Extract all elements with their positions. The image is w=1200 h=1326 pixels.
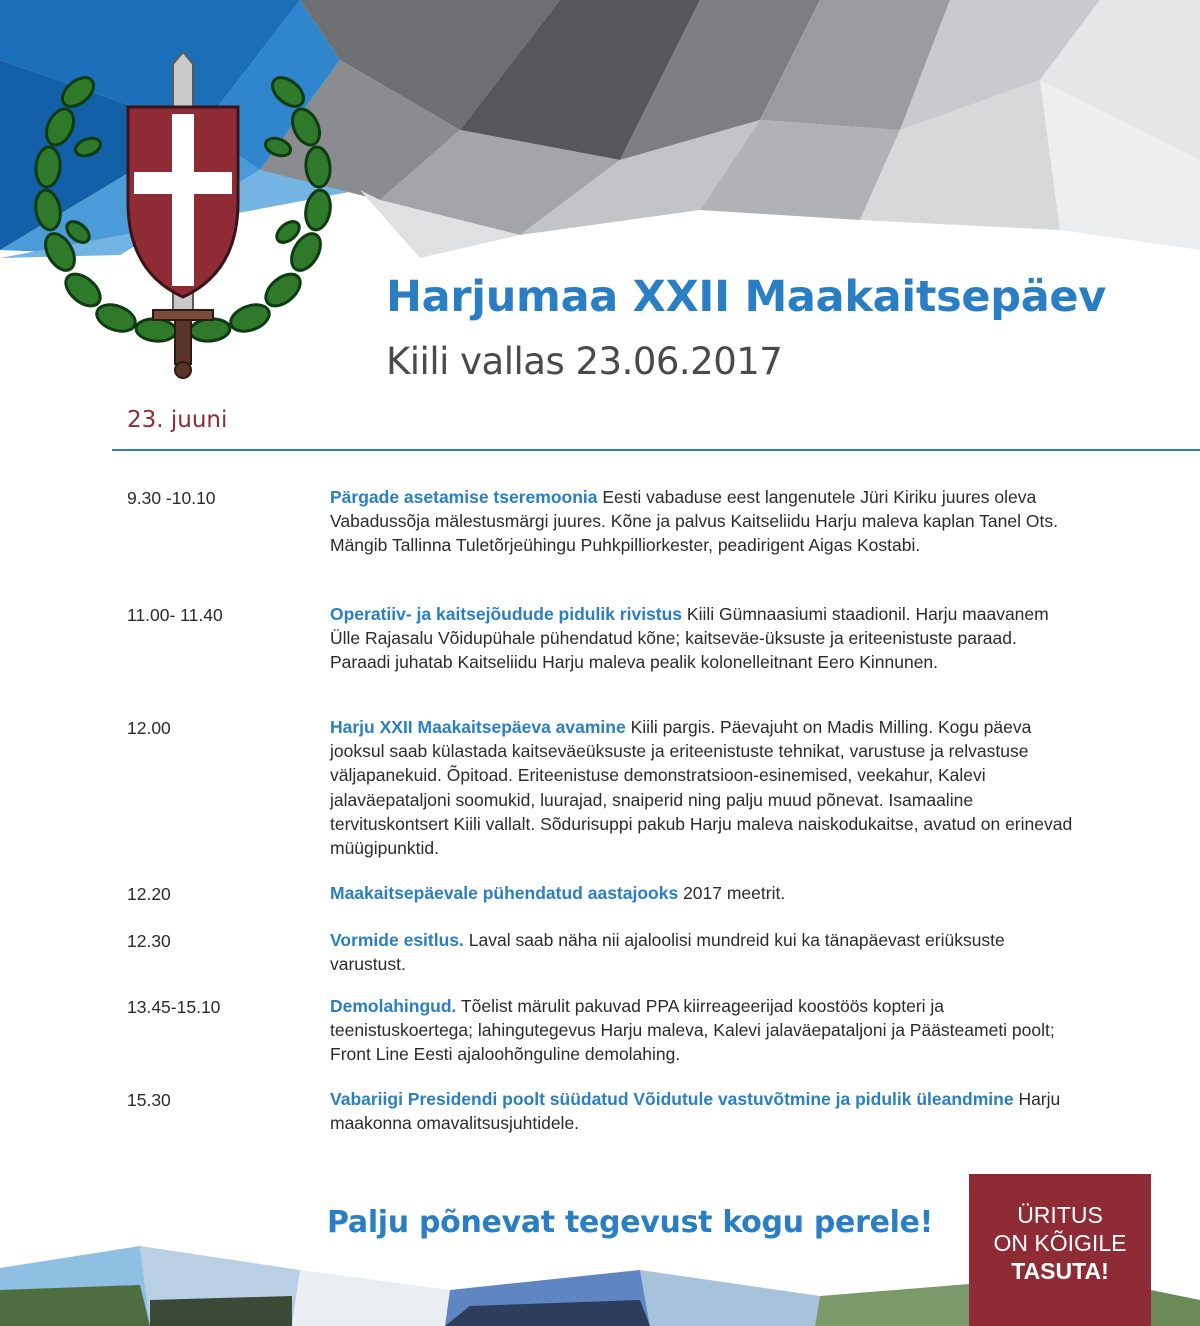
schedule-time: 12.20 bbox=[127, 884, 171, 904]
schedule-description bbox=[330, 715, 1075, 860]
poster-title: Harjumaa XXII Maakaitsepäev bbox=[386, 272, 1107, 322]
schedule-description bbox=[330, 1087, 1075, 1135]
badge-line: ÜRITUS bbox=[1017, 1202, 1103, 1228]
schedule-time: 15.30 bbox=[127, 1090, 171, 1110]
event-title: Maakaitsepäevale pühendatud aastajooks bbox=[330, 883, 679, 903]
free-entry-badge bbox=[969, 1174, 1151, 1326]
event-title: Operatiiv- ja kaitsejõudude pidulik rivistus bbox=[330, 604, 683, 624]
event-details: Laval saab näha nii ajaloolisi mundreid kui ka tänapäevast eriüksuste varustust. bbox=[330, 930, 1005, 975]
schedule-time: 9.30 -10.10 bbox=[127, 488, 216, 508]
poster-subtitle: Kiili vallas 23.06.2017 bbox=[386, 340, 783, 383]
schedule-description bbox=[330, 602, 1075, 675]
schedule-time: 13.45-15.10 bbox=[127, 997, 221, 1017]
event-title: Harju XXII Maakaitsepäeva avamine bbox=[330, 717, 626, 737]
day-heading: 23. juuni bbox=[127, 407, 228, 433]
schedule-description bbox=[330, 994, 1075, 1067]
schedule-description bbox=[330, 881, 1075, 905]
tagline: Palju põnevat tegevust kogu perele! bbox=[327, 1205, 934, 1240]
event-title: Demolahingud. bbox=[330, 996, 457, 1016]
event-details: 2017 meetrit. bbox=[678, 883, 786, 903]
divider bbox=[112, 449, 1200, 451]
event-title: Pärgade asetamise tseremoonia bbox=[330, 487, 598, 507]
badge-line: TASUTA! bbox=[1011, 1258, 1109, 1284]
event-details: Harju maakonna omavalitsusjuhtidele. bbox=[330, 1089, 1061, 1134]
event-title: Vormide esitlus. bbox=[330, 930, 464, 950]
event-title: Vabariigi Presidendi poolt süüdatud Võidutule vastuvõtmine ja pidulik üleandmine bbox=[330, 1089, 1014, 1109]
schedule-description bbox=[330, 485, 1075, 558]
event-details: Kiili Gümnaasiumi staadionil. Harju maavanem Ülle Rajasalu Võidupühale pühendatud kõne; kaitseväe-üksuste ja eriteenistuste paraad. Paraadi juhatab Kaitseliidu Harju maleva pealik kolonelleitnant Eero Kinnunen. bbox=[330, 604, 1049, 673]
schedule-description bbox=[330, 928, 1075, 976]
schedule-time: 12.00 bbox=[127, 718, 171, 738]
badge-line: ON KÕIGILE bbox=[993, 1230, 1127, 1256]
schedule-time: 11.00- 11.40 bbox=[127, 605, 223, 625]
event-details: Eesti vabaduse eest langenutele Jüri Kiriku juures oleva Vabadussõja mälestusmärgi juures. Kõne ja palvus Kaitseliidu Harju maleva kaplan Tanel Ots. Mängib Tallinna Tuletõrjeühingu Puhkpilliorkester, peadirigent Aigas Kostabi. bbox=[330, 487, 1058, 556]
event-details: Tõelist märulit pakuvad PPA kiirreageerijad koostöös kopteri ja teenistuskoertega; lahingutegevus Harju maleva, Kalevi jalaväepataljoni ja Päästeameti poolt; Front Line Eesti ajaloohõnguline demolahing. bbox=[330, 996, 1055, 1065]
kaitseliit-emblem bbox=[18, 52, 348, 382]
event-details: Kiili pargis. Päevajuht on Madis Milling. Kogu päeva jooksul saab külastada kaitseväeüksuste ja eriteenistuste tehnikat, varustuse ja relvastuse väljapanekuid. Õpitoad. Eriteenistuse demonstratsioon-esinemised, veekahur, Kalevi jalaväepataljoni soomukid, luurajad, snaiperid ning palju muud põnevat. Isamaaline tervituskontsert Kiili vallalt. Sõdurisuppi pakub Harju maleva naiskodukaitse, avatud on erinevad müügipunktid. bbox=[330, 717, 1073, 859]
schedule-time: 12.30 bbox=[127, 931, 171, 951]
